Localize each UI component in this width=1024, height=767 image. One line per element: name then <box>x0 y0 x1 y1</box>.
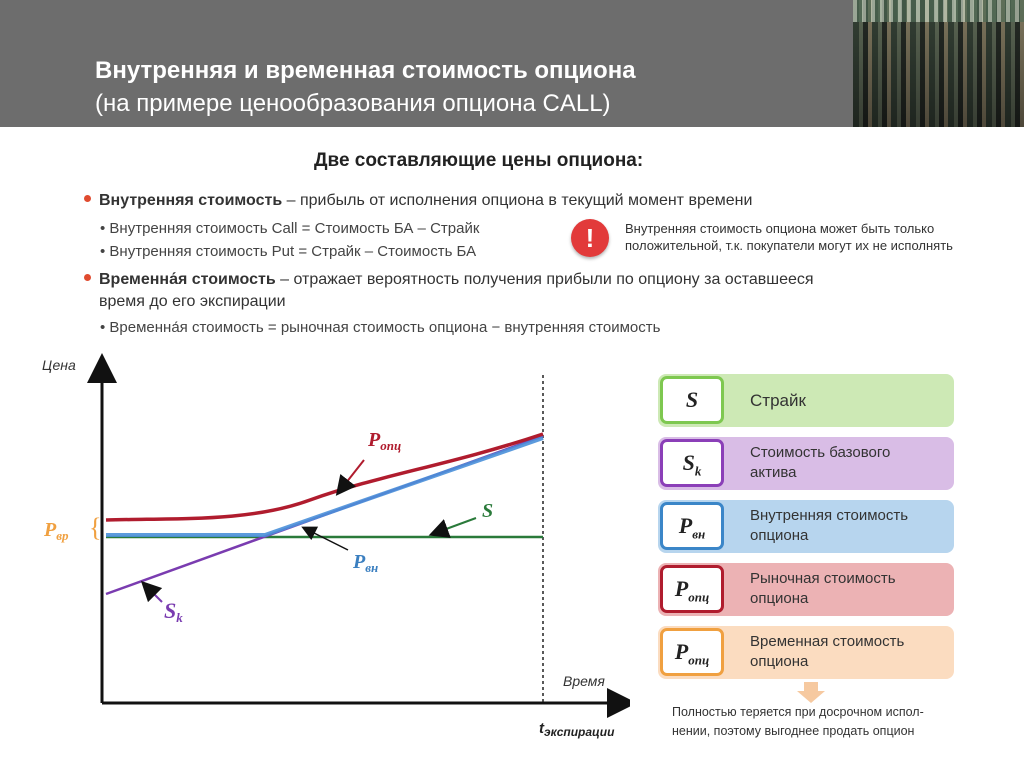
section-title: Две составляющие цены опциона: <box>314 150 644 171</box>
legend-symbol: $S_k$ <box>660 439 724 487</box>
legend-symbol: S <box>660 376 724 424</box>
footnote-line-1: Полностью теряется при досрочном испол- <box>672 705 924 719</box>
legend-label: Стоимость базового актива <box>750 444 891 481</box>
legend-label: Внутренняя стоимость опциона <box>750 507 909 544</box>
page-subtitle: (на примере ценообразования опциона CALL) <box>95 90 611 117</box>
bullet-term: Временна́я стоимость <box>99 271 276 288</box>
trading-floor-photo <box>853 0 1024 127</box>
option-price-diagram <box>30 350 630 750</box>
legend-symbol: $P_{опц}$ <box>660 565 724 613</box>
legend-item-market <box>658 563 954 616</box>
legend-symbol: $P_{вн}$ <box>660 502 724 550</box>
legend-item-strike <box>658 374 954 427</box>
time-value-brace: { <box>89 513 102 542</box>
warning-icon: ! <box>571 219 609 257</box>
market-price-label: $P_{опц}$ <box>368 429 402 453</box>
footnote <box>672 703 972 741</box>
bullet-intrinsic <box>84 192 752 210</box>
bullet-text: – отражает вероятность получения прибыли по опциону за оставшееся <box>275 271 814 288</box>
legend-label: Страйк <box>750 391 806 410</box>
warning-line-2: положительной, т.к. покупатели могут их не исполнять <box>625 238 953 253</box>
time-value-label: $P_{вр}$ <box>44 519 69 543</box>
strike-pointer <box>438 518 476 532</box>
y-axis-label: Цена <box>42 357 76 373</box>
x-axis-label: Время <box>563 673 605 689</box>
strike-label: S <box>482 500 494 522</box>
expiry-label: $t_{экспирации}$ <box>539 720 615 739</box>
down-arrow-icon <box>796 682 826 704</box>
bullet-dot-icon <box>84 195 91 202</box>
bullet-term: Внутренняя стоимость <box>99 192 283 209</box>
sub-bullet-call: • Внутренняя стоимость Call = Стоимость БА – Страйк <box>100 220 480 237</box>
footnote-line-2: нении, поэтому выгоднее продать опцион <box>672 724 915 738</box>
legend-item-underlying <box>658 437 954 490</box>
warning-line-1: Внутренняя стоимость опциона может быть только <box>625 221 935 236</box>
legend-label: Рыночная стоимость опциона <box>750 570 896 607</box>
sub-bullet-put: • Внутренняя стоимость Put = Страйк – Стоимость БА <box>100 243 477 260</box>
legend-item-time-value <box>658 626 954 679</box>
page-title: Внутренняя и временная стоимость опциона <box>95 57 636 84</box>
bullet-time-value <box>84 271 814 289</box>
header-bar <box>0 0 1024 127</box>
legend-symbol: $P_{опц}$ <box>660 628 724 676</box>
warning-text <box>625 220 1024 254</box>
legend-label: Временная стоимость опциона <box>750 633 905 670</box>
market-price-curve <box>106 434 543 520</box>
sub-bullet-time: • Временна́я стоимость = рыночная стоимость опциона − внутренняя стоимость <box>100 319 661 336</box>
intrinsic-value-label: $P_{вн}$ <box>353 551 379 575</box>
intrinsic-value-pointer <box>308 530 348 550</box>
bullet-text: – прибыль от исполнения опциона в текущий момент времени <box>282 192 753 209</box>
bullet-dot-icon <box>84 274 91 281</box>
bullet-time-value-cont: время до его экспирации <box>99 293 286 310</box>
underlying-pointer <box>148 588 162 602</box>
underlying-label: Sk <box>164 598 183 625</box>
legend-item-intrinsic <box>658 500 954 553</box>
